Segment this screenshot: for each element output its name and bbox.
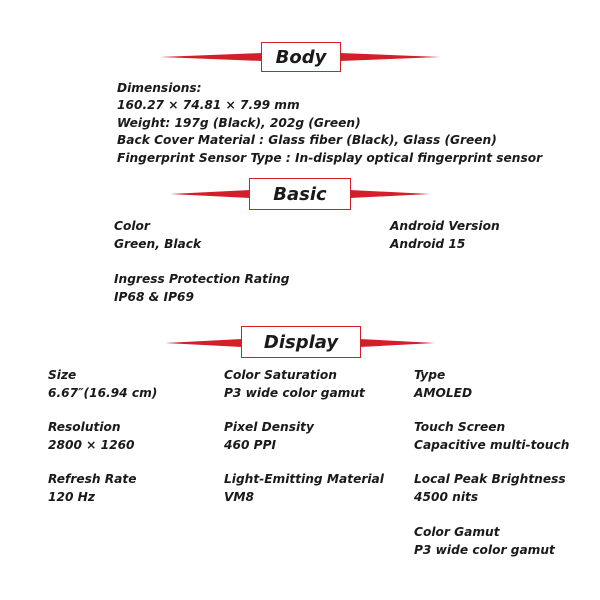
- field-value: Capacitive multi-touch: [414, 437, 570, 452]
- field-label: Ingress Protection Rating: [114, 272, 290, 286]
- field-label: Refresh Rate: [48, 472, 137, 486]
- field-label: Type: [414, 368, 446, 382]
- body-dimensions-label: Dimensions:: [117, 81, 202, 95]
- field-value: IP68 & IP69: [114, 289, 194, 304]
- field-value: 4500 nits: [414, 489, 479, 504]
- display-resolution-field: [48, 419, 135, 454]
- field-value: 120 Hz: [48, 489, 95, 504]
- field-value: 2800 × 1260: [48, 437, 135, 452]
- field-label: Light-Emitting Material: [224, 472, 384, 486]
- field-label: Local Peak Brightness: [414, 472, 566, 486]
- field-value: 6.67″(16.94 cm): [48, 385, 158, 400]
- display-touch-screen-field: [414, 419, 569, 454]
- display-size-field: [48, 367, 157, 402]
- body-fingerprint-sensor-type: Fingerprint Sensor Type : In-display optical fingerprint sensor: [117, 151, 543, 165]
- field-label: Color Saturation: [224, 368, 337, 382]
- basic-ingress-protection-field: [114, 271, 290, 306]
- body-weight: Weight: 197g (Black), 202g (Green): [117, 116, 361, 130]
- field-value: 460 PPI: [224, 437, 277, 452]
- field-value: Green, Black: [114, 236, 202, 251]
- display-section-title: Display: [241, 326, 361, 358]
- body-section-title: Body: [261, 42, 341, 72]
- field-label: Android Version: [390, 219, 500, 233]
- basic-section-header: [0, 178, 600, 212]
- display-pixel-density-field: [224, 419, 314, 454]
- basic-android-version-field: [390, 218, 500, 253]
- field-value: P3 wide color gamut: [224, 385, 365, 400]
- field-label: Color: [114, 219, 150, 233]
- field-value: AMOLED: [414, 385, 473, 400]
- field-label: Color Gamut: [414, 525, 500, 539]
- field-label: Pixel Density: [224, 420, 314, 434]
- display-refresh-rate-field: [48, 471, 137, 506]
- field-label: Resolution: [48, 420, 121, 434]
- basic-section-title: Basic: [249, 178, 351, 210]
- display-color-saturation-field: [224, 367, 365, 402]
- field-value: P3 wide color gamut: [414, 542, 555, 557]
- basic-color-field: [114, 218, 201, 253]
- body-section-header: [0, 42, 600, 76]
- display-section-header: [0, 326, 600, 360]
- field-label: Touch Screen: [414, 420, 506, 434]
- field-value: Android 15: [390, 236, 466, 251]
- body-back-cover-material: Back Cover Material : Glass fiber (Black), Glass (Green): [117, 133, 497, 147]
- display-light-emitting-material-field: [224, 471, 384, 506]
- field-label: Size: [48, 368, 77, 382]
- field-value: VM8: [224, 489, 255, 504]
- display-local-peak-brightness-field: [414, 471, 566, 506]
- display-color-gamut-field: [414, 524, 555, 559]
- body-dimensions-value: 160.27 × 74.81 × 7.99 mm: [117, 98, 300, 112]
- display-type-field: [414, 367, 472, 402]
